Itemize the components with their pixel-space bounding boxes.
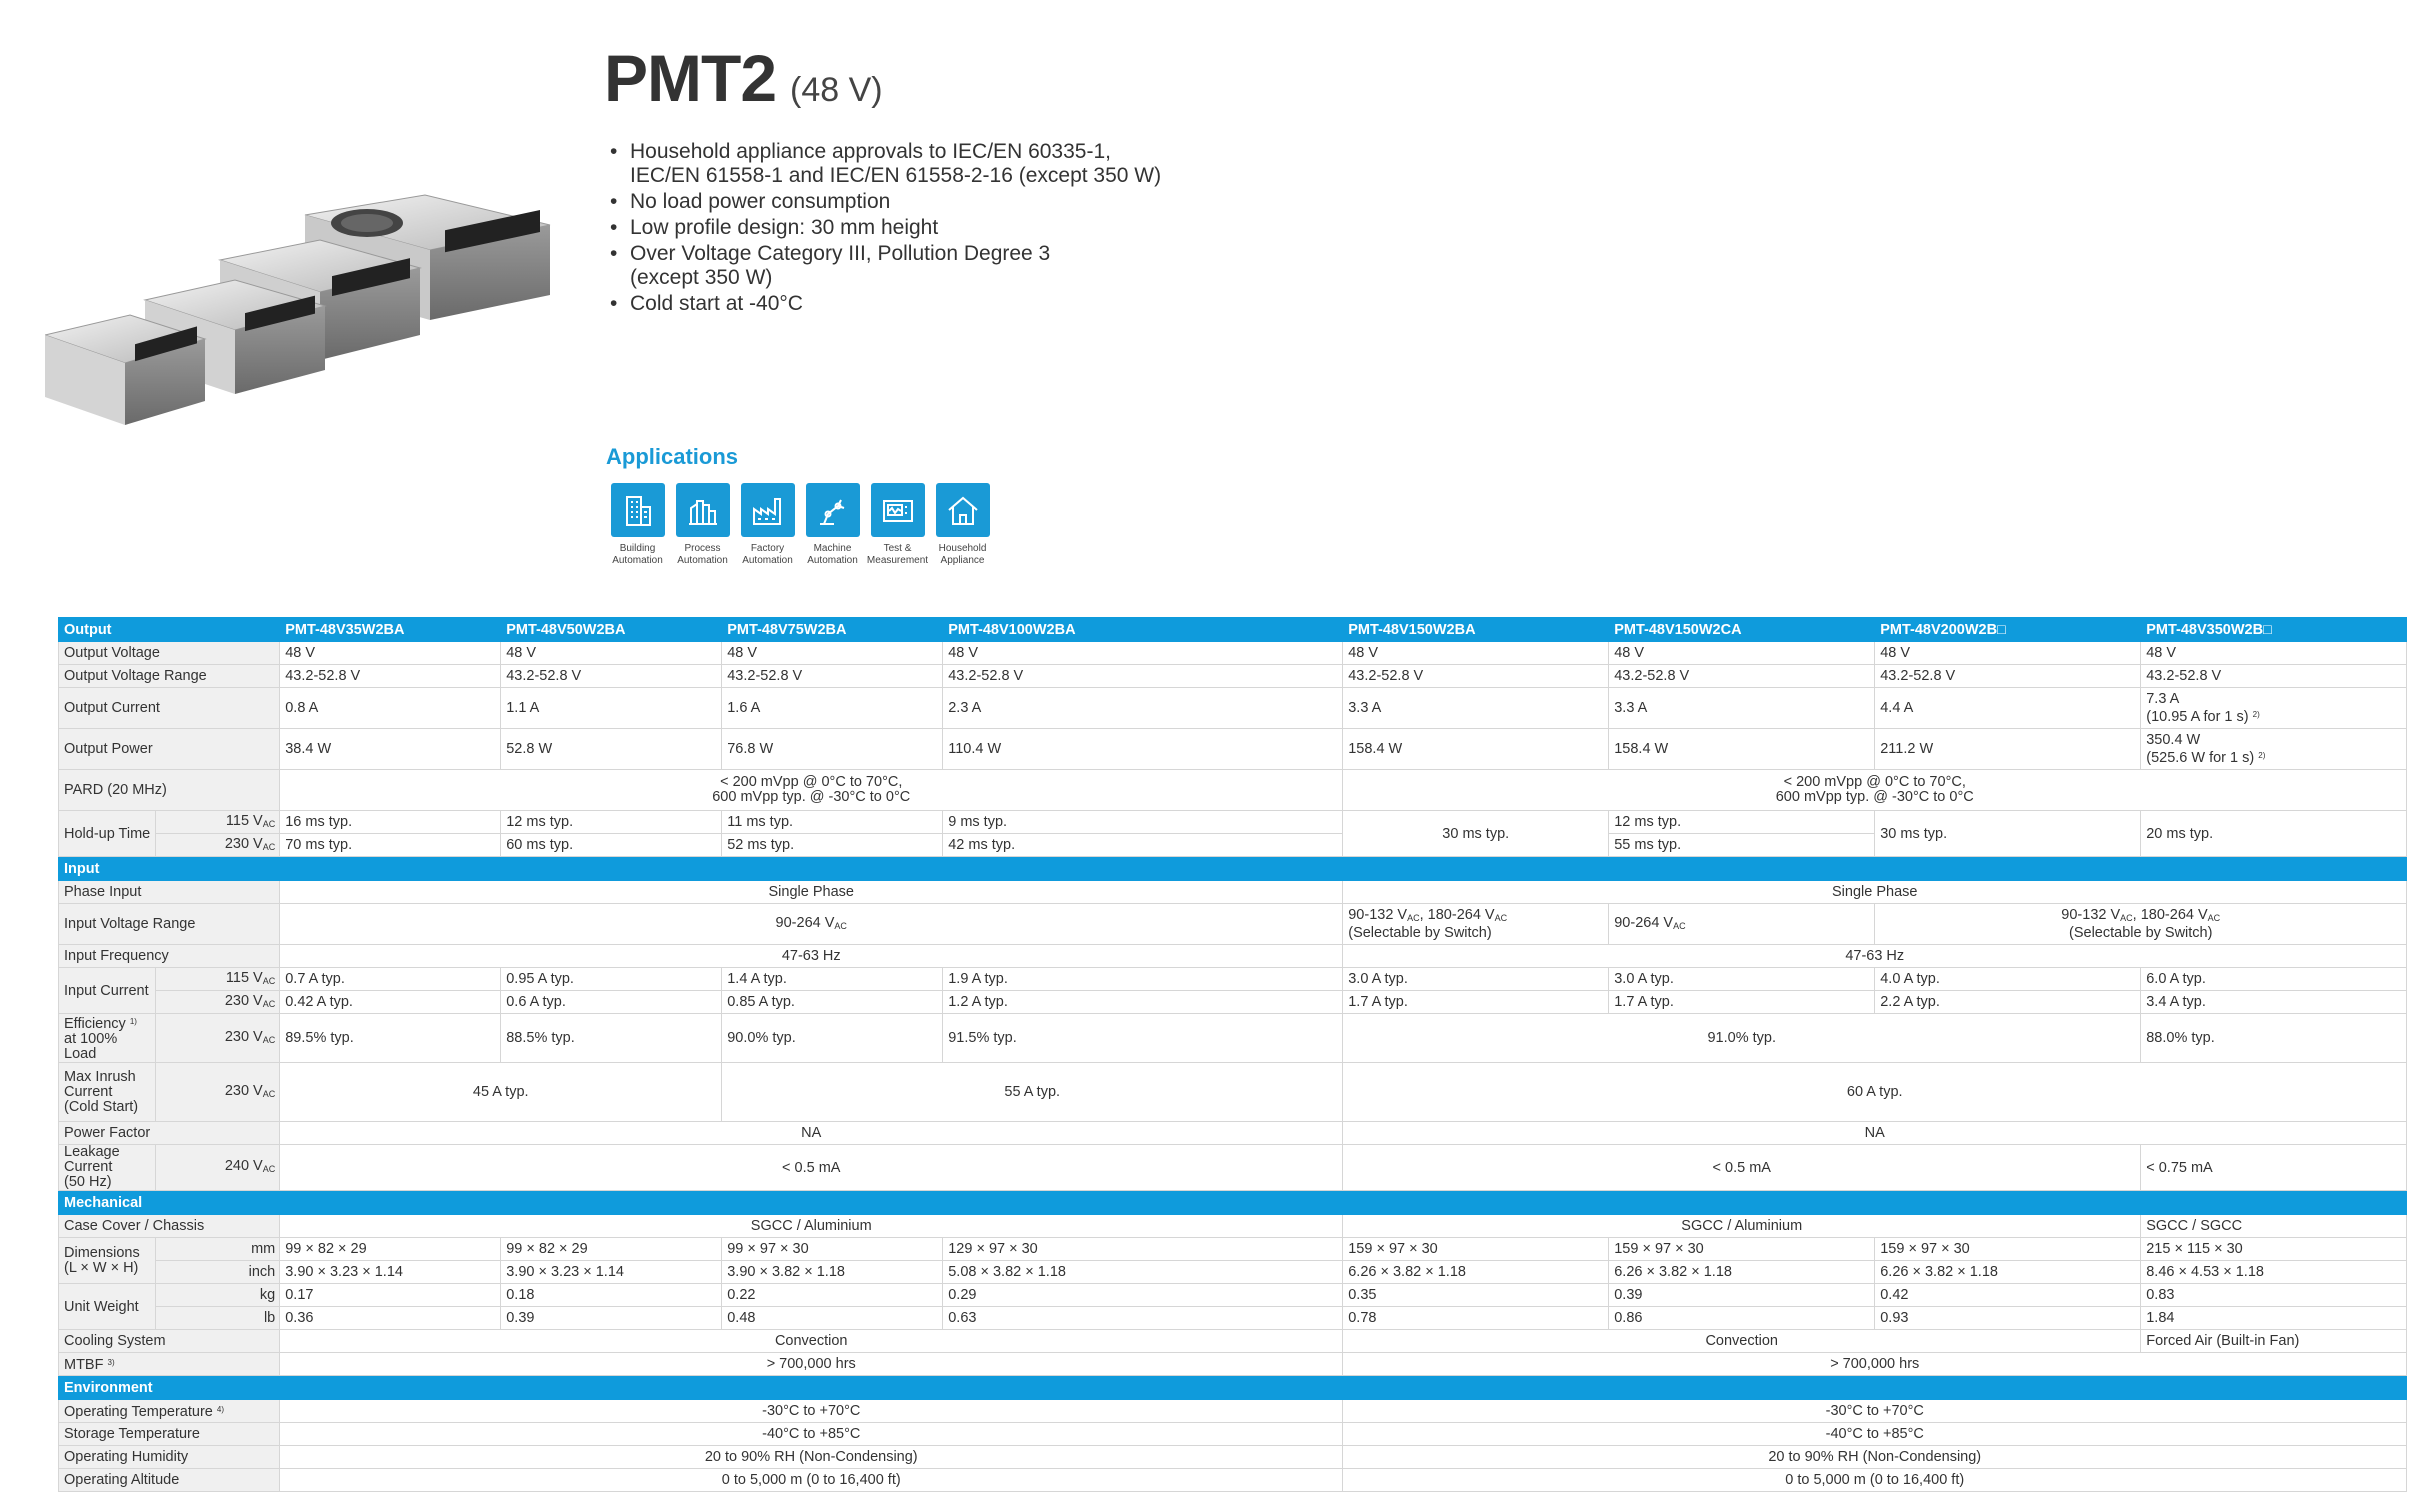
feature-item: • Cold start at -40°C (604, 292, 1161, 316)
table-row: Cooling System Convection Convection Forced Air (Built-in Fan) (59, 1330, 2407, 1353)
table-row: 230 $V_{AC}$ 70 ms typ. 60 ms typ. 52 ms typ. 42 ms typ. 55 ms typ. (59, 834, 2407, 857)
table-row: Output Power 38.4 W 52.8 W 76.8 W 110.4 W 158.4 W 158.4 W 211.2 W 350.4 W (525.6 W for 1 s) $^{2)}$ (59, 729, 2407, 770)
model-header: PMT-48V200W2B□ (1875, 618, 2141, 642)
factory-automation-icon (741, 483, 795, 537)
test-measurement-icon (871, 483, 925, 537)
applications-heading: Applications (606, 444, 739, 469)
table-row: Unit Weight kg 0.17 0.18 0.22 0.29 0.35 0.39 0.42 0.83 (59, 1284, 2407, 1307)
applications-list (605, 483, 995, 567)
table-row: Input Voltage Range 90-264 $V_{AC}$ 90-132 $V_{AC}$, 180-264 $V_{AC}$ (Selectable by Switch) 90-264 $V_{AC}$ 90-132 $V_{AC}$, 180-264 $V_{AC}$ (Selectable by Switch) (59, 904, 2407, 945)
table-row: Dimensions (L × W × H) mm 99 × 82 × 29 99 × 82 × 29 99 × 97 × 30 129 × 97 × 30 159 × 97 × 30 159 × 97 × 30 159 × 97 × 30 215 × 115 × 30 (59, 1238, 2407, 1261)
table-row: Operating Altitude 0 to 5,000 m (0 to 16,400 ft) 0 to 5,000 m (0 to 16,400 ft) (59, 1469, 2407, 1492)
title-voltage: (48 V) (790, 71, 883, 109)
feature-item: • No load power consumption (604, 190, 1161, 214)
app-factory-automation: Factory Automation (735, 483, 800, 567)
model-header: PMT-48V350W2B□ (2141, 618, 2407, 642)
app-machine-automation: Machine Automation (800, 483, 865, 567)
table-row: Output Voltage 48 V 48 V 48 V 48 V 48 V 48 V 48 V 48 V (59, 642, 2407, 665)
app-test-measurement: Test & Measurement (865, 483, 930, 567)
spec-table (58, 617, 2407, 1492)
psu-50w (45, 315, 205, 425)
household-appliance-icon (936, 483, 990, 537)
table-row: lb 0.36 0.39 0.48 0.63 0.78 0.86 0.93 1.84 (59, 1307, 2407, 1330)
table-row: Phase Input Single Phase Single Phase (59, 881, 2407, 904)
table-row: Max Inrush Current (Cold Start) 230 $V_{AC}$ 45 A typ. 55 A typ. 60 A typ. (59, 1063, 2407, 1122)
product-photo (45, 185, 565, 430)
table-row: Input Current 115 $V_{AC}$ 0.7 A typ. 0.95 A typ. 1.4 A typ. 1.9 A typ. 3.0 A typ. 3.0 A typ. 4.0 A typ. 6.0 A typ. (59, 968, 2407, 991)
table-row: Hold-up Time 115 $V_{AC}$ 16 ms typ. 12 ms typ. 11 ms typ. 9 ms typ. 30 ms typ. 12 ms typ. 30 ms typ. 20 ms typ. (59, 811, 2407, 834)
model-header: PMT-48V35W2BA (280, 618, 501, 642)
table-row: Operating Temperature $^{4)}$ -30°C to +70°C -30°C to +70°C (59, 1400, 2407, 1423)
model-header: PMT-48V150W2BA (1343, 618, 1609, 642)
model-header: PMT-48V50W2BA (501, 618, 722, 642)
table-row: Storage Temperature -40°C to +85°C -40°C to +85°C (59, 1423, 2407, 1446)
machine-automation-icon (806, 483, 860, 537)
table-row: Output Current 0.8 A 1.1 A 1.6 A 2.3 A 3.3 A 3.3 A 4.4 A 7.3 A (10.95 A for 1 s) $^{2)}$ (59, 688, 2407, 729)
app-building-automation: Building Automation (605, 483, 670, 567)
model-header: PMT-48V75W2BA (722, 618, 943, 642)
model-header: PMT-48V100W2BA (943, 618, 1343, 642)
table-row: Input Frequency 47-63 Hz 47-63 Hz (59, 945, 2407, 968)
product-title (604, 40, 883, 116)
section-header-environment: Environment (59, 1376, 2407, 1400)
title-main: PMT2 (604, 41, 777, 115)
app-process-automation: Process Automation (670, 483, 735, 567)
table-row: Operating Humidity 20 to 90% RH (Non-Condensing) 20 to 90% RH (Non-Condensing) (59, 1446, 2407, 1469)
table-row: MTBF $^{3)}$ > 700,000 hrs > 700,000 hrs (59, 1353, 2407, 1376)
table-row: Leakage Current (50 Hz) 240 $V_{AC}$ < 0.5 mA < 0.5 mA < 0.75 mA (59, 1145, 2407, 1191)
table-row: Efficiency $^{1)}$ at 100% Load 230 $V_{AC}$ 89.5% typ. 88.5% typ. 90.0% typ. 91.5% typ. 91.0% typ. 88.0% typ. (59, 1014, 2407, 1063)
app-household-appliance: Household Appliance (930, 483, 995, 567)
table-row: Case Cover / Chassis SGCC / Aluminium SGCC / Aluminium SGCC / SGCC (59, 1215, 2407, 1238)
model-header: PMT-48V150W2CA (1609, 618, 1875, 642)
feature-item: • Household appliance approvals to IEC/EN 60335-1, IEC/EN 61558-1 and IEC/EN 61558-2-16 (except 350 W) (604, 140, 1161, 188)
section-header-output: Output PMT-48V35W2BA PMT-48V50W2BA PMT-48V75W2BA PMT-48V100W2BA PMT-48V150W2BA PMT-48V150W2CA PMT-48V200W2B□ PMT-48V350W2B□ (59, 618, 2407, 642)
table-row: Power Factor NA NA (59, 1122, 2407, 1145)
feature-item: • Low profile design: 30 mm height (604, 216, 1161, 240)
table-row: PARD (20 MHz) < 200 mVpp @ 0°C to 70°C, 600 mVpp typ. @ -30°C to 0°C < 200 mVpp @ 0°C to 70°C, 600 mVpp typ. @ -30°C to 0°C (59, 770, 2407, 811)
building-automation-icon (611, 483, 665, 537)
section-header-mechanical: Mechanical (59, 1191, 2407, 1215)
process-automation-icon (676, 483, 730, 537)
section-header-input: Input (59, 857, 2407, 881)
feature-item: • Over Voltage Category III, Pollution Degree 3 (except 350 W) (604, 242, 1161, 290)
table-row: Output Voltage Range 43.2-52.8 V 43.2-52.8 V 43.2-52.8 V 43.2-52.8 V 43.2-52.8 V 43.2-52.8 V 43.2-52.8 V 43.2-52.8 V (59, 665, 2407, 688)
table-row: inch 3.90 × 3.23 × 1.14 3.90 × 3.23 × 1.14 3.90 × 3.82 × 1.18 5.08 × 3.82 × 1.18 6.26 × 3.82 × 1.18 6.26 × 3.82 × 1.18 6.26 × 3.82 × 1.18 8.46 × 4.53 × 1.18 (59, 1261, 2407, 1284)
table-row: 230 $V_{AC}$ 0.42 A typ. 0.6 A typ. 0.85 A typ. 1.2 A typ. 1.7 A typ. 1.7 A typ. 2.2 A typ. 3.4 A typ. (59, 991, 2407, 1014)
feature-list (604, 140, 1161, 318)
